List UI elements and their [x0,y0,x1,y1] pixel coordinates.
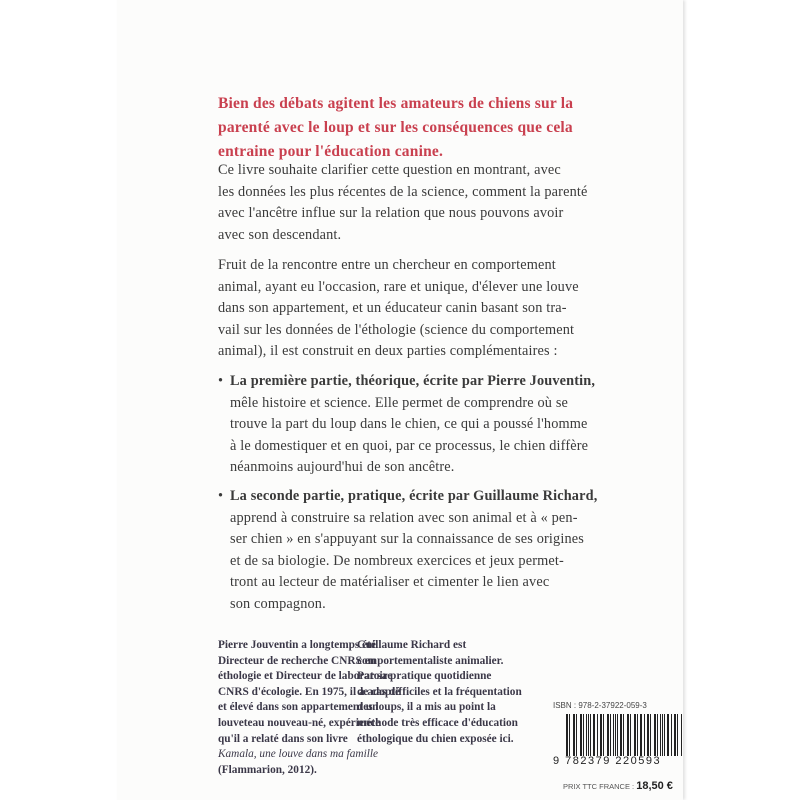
text-line: Ce livre souhaite clarifier cette question en montrant, avec [218,162,561,178]
text-line: son compagnon. [230,595,326,612]
price-label: PRIX TTC FRANCE : [563,782,635,791]
text-line: éthologie et Directeur de laboratoire [218,670,393,683]
intro-blurb [218,92,573,164]
text-line: CNRS d'écologie. En 1975, il a adopté [218,685,401,698]
text-line: méthode très efficace d'éducation [357,716,518,729]
text-line: et de sa biologie. De nombreux exercices et jeux permet- [230,552,564,569]
text-line: animal, ayant eu l'occasion, rare et unique, d'élever une louve [218,278,579,295]
barcode [566,714,682,756]
text-line: louveteau nouveau-né, expérience [218,716,381,729]
text-line: Pierre Jouventin a longtemps été [218,639,376,651]
text-line: dans son appartement, et un éducateur canin basant son tra- [218,300,567,316]
text-line: (Flammarion, 2012). [218,763,317,776]
text-line: comportementaliste animalier. [357,654,504,667]
text-line: éthologique du chien exposée ici. [357,732,514,745]
text-line: Par sa pratique quotidienne [357,670,492,683]
text-line: tront au lecteur de matérialiser et cimenter le lien avec [230,574,550,590]
text-line: à le domestiquer et en quoi, par ce processus, le chien diffère [230,437,589,454]
text-line: animal), il est construit en deux parties complémentaires : [218,343,558,359]
text-line: La première partie, théorique, écrite par Pierre Jouventin, [230,373,596,389]
text-line: Bien des débats agitent les amateurs de chiens sur la [218,95,574,112]
barcode-number: 9 782379 220593 [553,755,662,767]
text-line: Kamala, une louve dans ma famille [218,748,379,761]
text-line: mêle histoire et science. Elle permet de comprendre où se [230,394,569,411]
isbn: ISBN : 978-2-37922-059-3 [553,701,647,710]
text-line: ser chien » en s'appuyant sur la connaissance de ses origines [230,531,584,547]
text-line: Guillaume Richard est [357,639,467,651]
text-line: de cas difficiles et la fréquentation [357,685,522,698]
bullet-marker: • [218,373,224,389]
bullet-part-1-text [230,371,595,479]
bullet-part-1 [218,371,595,479]
text-line: entraine pour l'éducation canine. [218,143,444,160]
text-line: La seconde partie, pratique, écrite par Guillaume Richard, [230,488,598,504]
text-line: vail sur les données de l'éthologie (science du comportement [218,321,575,338]
bullet-part-2 [218,486,597,615]
bullet-marker: • [218,488,224,504]
text-line: néanmoins aujourd'hui de son ancêtre. [230,459,455,475]
text-line: et élevé dans son appartement un [218,701,379,714]
text-line: les données les plus récentes de la science, comment la parenté [218,183,588,200]
text-line: parenté avec le loup et sur les conséquences que cela [218,119,573,136]
price [563,780,673,792]
text-line: trouve la part du loup dans le chien, ce qui a poussé l'homme [230,416,588,432]
text-line: avec l'ancêtre influe sur la relation que nous pouvons avoir [218,205,564,221]
text-line: Directeur de recherche CNRS en [218,654,376,667]
price-value: 18,50 € [636,780,673,792]
author-bio-richard [357,638,522,747]
bullet-part-2-text [230,486,597,615]
text-line: apprend à construire sa relation avec son animal et à « pen- [230,509,578,526]
text-line: avec son descendant. [218,226,342,243]
text-line: qu'il a relaté dans son livre [218,732,348,745]
text-line: des loups, il a mis au point la [357,701,496,714]
text-line: Fruit de la rencontre entre un chercheur en comportement [218,257,556,273]
paragraph-1 [218,160,588,246]
paragraph-2 [218,255,579,363]
